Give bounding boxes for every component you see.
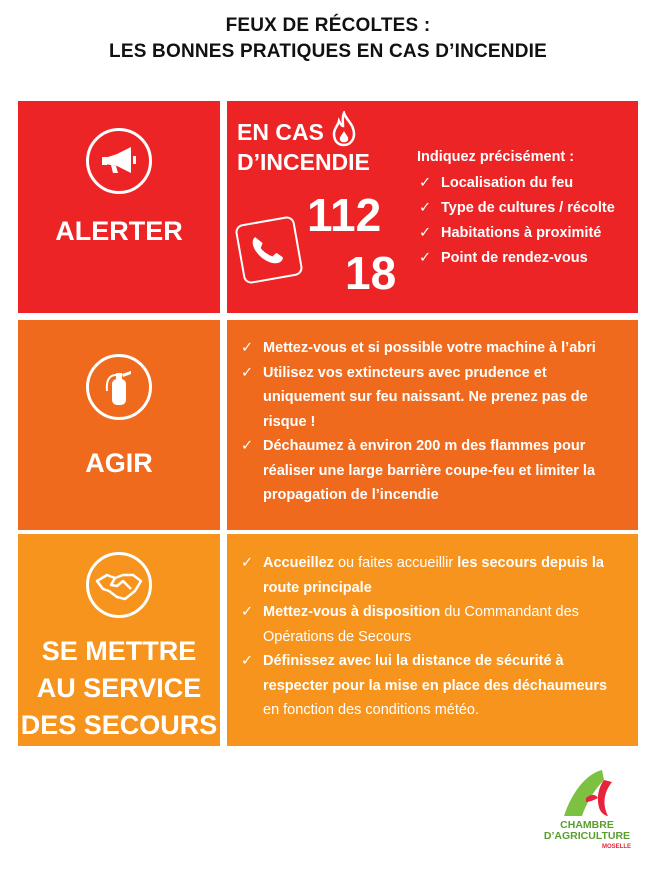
check-icon: ✓ — [241, 604, 254, 620]
agir-checklist — [237, 336, 622, 508]
secours-label-panel — [18, 534, 220, 746]
secours-info-panel — [227, 534, 638, 746]
alert-label: ALERTER — [55, 216, 183, 246]
alert-label-panel — [18, 101, 220, 313]
check-icon: ✓ — [241, 438, 254, 454]
list-item: ✓ Déchaumez à environ 200 m des flammes pour réaliser une large barrière coupe-feu et limiter la propagation de l’incendie — [237, 434, 622, 508]
alert-info-panel — [227, 101, 638, 313]
check-icon: ✓ — [419, 250, 432, 266]
check-icon: ✓ — [419, 225, 432, 241]
flame-icon — [329, 111, 359, 147]
list-item: ✓ Type de cultures / récolte — [417, 196, 615, 221]
indiquez-heading: Indiquez précisément : — [417, 149, 575, 165]
check-icon: ✓ — [241, 340, 254, 356]
agir-label-panel — [18, 320, 220, 530]
handshake-icon — [86, 552, 152, 618]
alert-checklist — [417, 171, 615, 271]
phone-icon — [234, 215, 304, 285]
check-icon: ✓ — [419, 200, 432, 216]
list-item: ✓ Accueillez ou faites accueillir les secours depuis la route principale — [237, 551, 622, 600]
emergency-number-18: 18 — [345, 247, 397, 299]
page-title-line1: FEUX DE RÉCOLTES : — [225, 15, 431, 36]
page-title-line2: LES BONNES PRATIQUES EN CAS D’INCENDIE — [109, 41, 547, 62]
agir-label: AGIR — [85, 448, 153, 478]
megaphone-icon — [86, 128, 152, 194]
check-icon: ✓ — [241, 364, 254, 381]
fire-extinguisher-icon — [86, 354, 152, 420]
secours-checklist — [237, 551, 622, 723]
check-icon: ✓ — [419, 175, 432, 191]
check-icon: ✓ — [241, 555, 254, 571]
list-item: ✓ Définissez avec lui la distance de sécurité à respecter pour la mise en place des déchaumeurs en fonction des conditions météo. — [237, 649, 622, 723]
agir-info-panel — [227, 320, 638, 530]
list-item: ✓ Mettez-vous et si possible votre machine à l’abri — [237, 336, 622, 361]
logo-subtext: MOSELLE — [601, 844, 631, 850]
en-cas-heading: EN CAS D’INCENDIE — [237, 119, 370, 175]
list-item: ✓ Utilisez vos extincteurs avec prudence et uniquement sur feu naissant. Ne prenez pas de risque ! — [237, 361, 622, 435]
list-item: ✓ Localisation du feu — [417, 171, 615, 196]
logo-text: CHAMBRE D’AGRICULTURE — [543, 819, 631, 842]
emergency-number-112: 112 — [307, 189, 382, 241]
secours-label: SE METTRE AU SERVICE DES SECOURS — [20, 636, 218, 740]
list-item: ✓ Mettez-vous à disposition du Commandant des Opérations de Secours — [237, 600, 622, 649]
list-item: ✓ Point de rendez-vous — [417, 246, 615, 271]
list-item: ✓ Habitations à proximité — [417, 221, 615, 246]
check-icon: ✓ — [241, 653, 254, 669]
